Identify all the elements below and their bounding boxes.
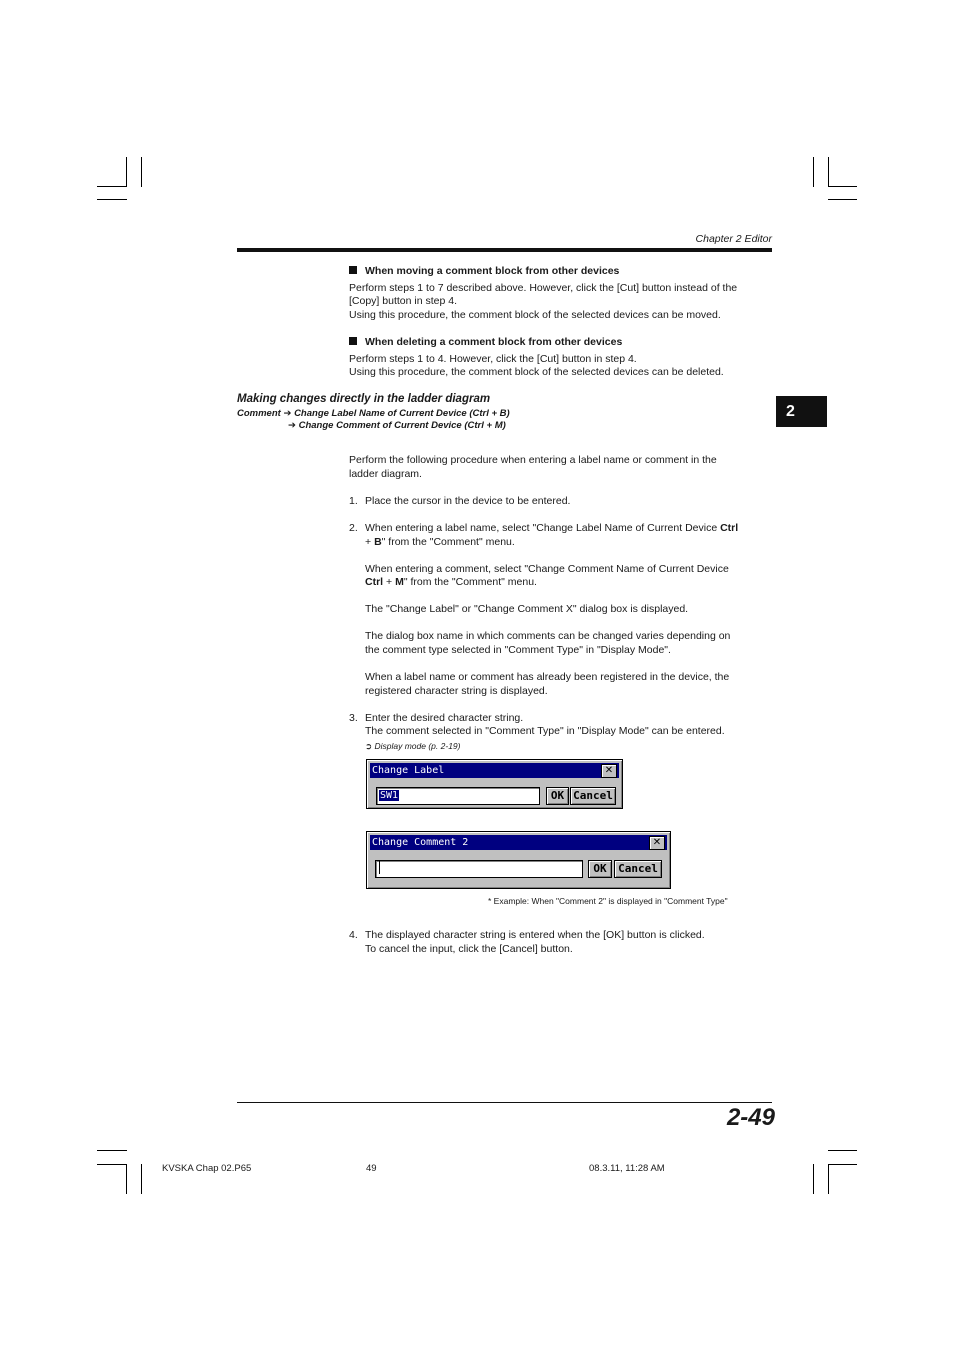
menu-path-comment: ➔ Change Comment of Current Device (Ctrl + M) <box>288 420 506 431</box>
step-text: Enter the desired character string. <box>365 712 524 724</box>
dialog-title-bar <box>370 835 667 850</box>
move-line: [Copy] button in step 4. <box>349 295 457 307</box>
step-text: The "Change Label" or "Change Comment X" dialog box is displayed. <box>365 603 689 615</box>
arrow-right-icon: ➔ <box>283 408 292 419</box>
step-number: 3. <box>349 712 358 724</box>
label-input[interactable] <box>376 787 540 805</box>
crop-mark <box>97 186 127 187</box>
step-text: The dialog box name in which comments can be changed varies depending on <box>365 630 731 642</box>
footnote: * Example: When "Comment 2" is displayed in "Comment Type" <box>488 896 728 906</box>
footer-file: KVSKA Chap 02.P65 <box>162 1163 252 1174</box>
crop-mark <box>828 1164 857 1165</box>
bullet-square-icon <box>349 266 357 274</box>
step-text: To cancel the input, click the [Cancel] button. <box>365 943 573 955</box>
comment-input[interactable] <box>375 860 583 878</box>
section-heading-move: When moving a comment block from other devices <box>349 265 619 279</box>
step-text: Place the cursor in the device to be entered. <box>365 495 571 507</box>
arrow-right-icon: ➔ <box>288 420 296 431</box>
crop-mark <box>141 157 142 187</box>
crop-mark <box>828 1164 829 1194</box>
crop-mark <box>141 1164 142 1194</box>
crop-mark <box>97 199 127 200</box>
step-text: The displayed character string is entered when the [OK] button is clicked. <box>365 929 705 941</box>
step-text: registered character string is displayed. <box>365 685 548 697</box>
dialog-title: Change Comment 2 <box>372 837 469 848</box>
close-icon[interactable]: ✕ <box>601 764 617 778</box>
crop-mark <box>828 157 829 187</box>
step-number: 2. <box>349 522 358 534</box>
crop-mark <box>813 157 814 187</box>
footer-date: 08.3.11, 11:28 AM <box>589 1163 665 1174</box>
cancel-button[interactable]: Cancel <box>614 860 662 878</box>
dialog-title-bar <box>370 763 619 778</box>
crop-mark <box>97 1164 127 1165</box>
reference-icon: ➲ <box>365 741 373 751</box>
step-text: the comment type selected in "Comment Type" in "Display Mode". <box>365 644 671 656</box>
crop-mark <box>828 186 857 187</box>
bullet-square-icon <box>349 337 357 345</box>
change-label-dialog <box>366 759 623 809</box>
step-text: The comment selected in "Comment Type" in "Display Mode" can be entered. <box>365 725 725 737</box>
label-input-value: SW1 <box>380 790 399 801</box>
step-text: When entering a comment, select "Change Comment Name of Current Device <box>365 563 729 575</box>
delete-line: Perform steps 1 to 4. However, click the [Cut] button in step 4. <box>349 353 637 365</box>
step-number: 4. <box>349 929 358 941</box>
change-comment-dialog <box>366 831 671 889</box>
chapter-tab: 2 <box>776 396 827 427</box>
dialog-title: Change Label <box>372 765 445 776</box>
intro-line: Perform the following procedure when entering a label name or comment in the <box>349 454 717 466</box>
intro-line: ladder diagram. <box>349 468 422 480</box>
close-icon[interactable]: ✕ <box>649 836 665 850</box>
text-caret <box>379 861 380 874</box>
menu-path-label: Comment ➔ Change Label Name of Current Device (Ctrl + B) <box>237 408 510 419</box>
page-number: 2-49 <box>726 1104 775 1131</box>
crop-mark <box>126 157 127 187</box>
step-text: Ctrl + M" from the "Comment" menu. <box>365 576 537 588</box>
section-heading-delete: When deleting a comment block from other devices <box>349 336 622 350</box>
step-text: + B" from the "Comment" menu. <box>365 536 515 548</box>
crop-mark <box>828 199 857 200</box>
step-text: When a label name or comment has already been registered in the device, the <box>365 671 730 683</box>
reference-link[interactable]: ➲ Display mode (p. 2-19) <box>365 741 461 751</box>
crop-mark <box>813 1164 814 1194</box>
footer-page: 49 <box>366 1163 377 1174</box>
delete-line: Using this procedure, the comment block of the selected devices can be deleted. <box>349 366 724 378</box>
ok-button[interactable]: OK <box>588 860 612 878</box>
crop-mark <box>126 1164 127 1194</box>
footer-rule <box>237 1102 772 1103</box>
chapter-header: Chapter 2 Editor <box>695 233 772 245</box>
making-changes-title: Making changes directly in the ladder diagram <box>237 393 491 405</box>
move-line: Perform steps 1 to 7 described above. However, click the [Cut] button instead of the <box>349 282 738 294</box>
step-number: 1. <box>349 495 358 507</box>
cancel-button[interactable]: Cancel <box>570 787 616 805</box>
move-line: Using this procedure, the comment block of the selected devices can be moved. <box>349 309 721 321</box>
step-text: When entering a label name, select "Change Label Name of Current Device Ctrl <box>365 522 739 534</box>
header-rule <box>237 248 772 252</box>
crop-mark <box>97 1150 127 1151</box>
crop-mark <box>828 1150 857 1151</box>
ok-button[interactable]: OK <box>546 787 569 805</box>
